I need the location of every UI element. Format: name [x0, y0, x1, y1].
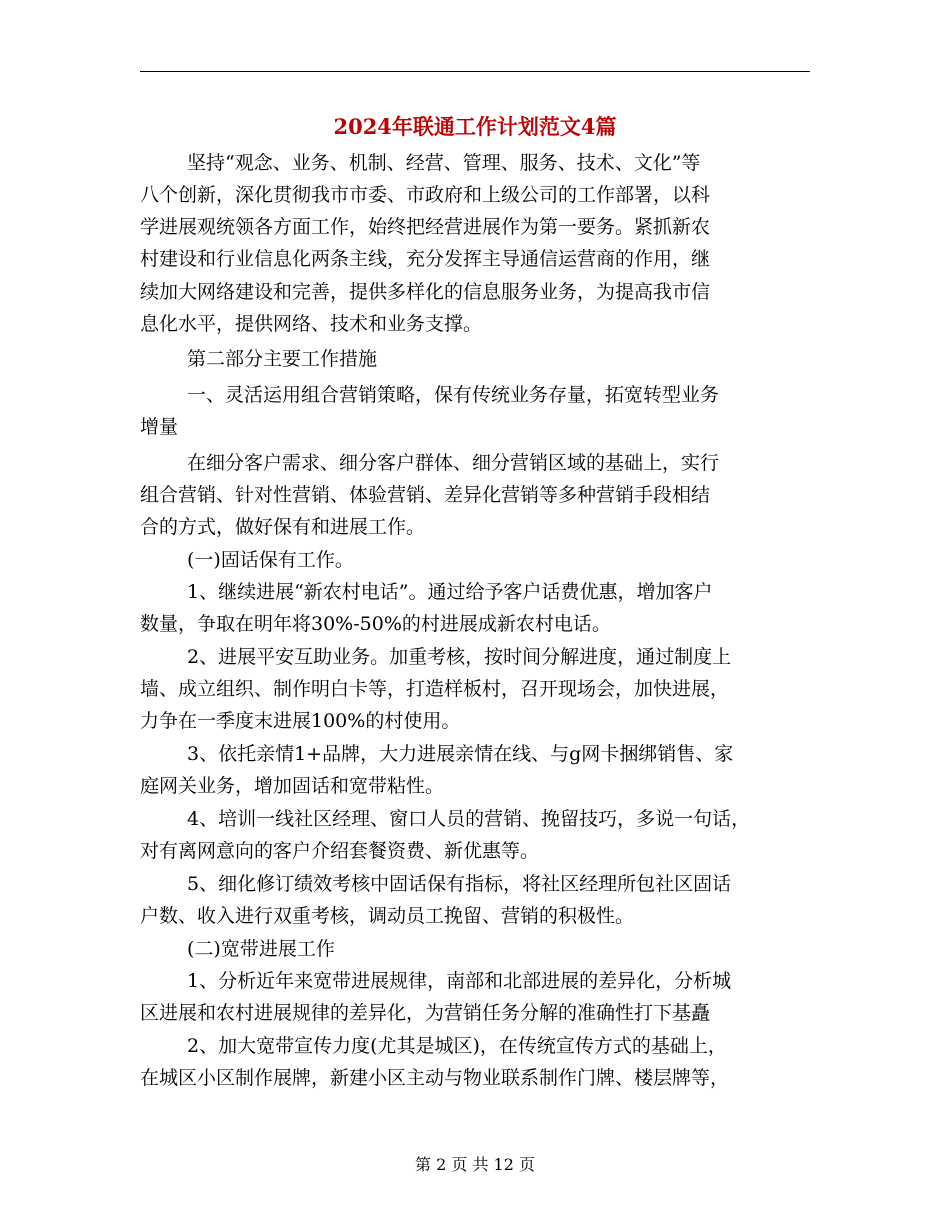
body-line: 村建设和行业信息化两条主线，充分发挥主导通信运营商的作用，继: [140, 248, 711, 270]
subsection-heading: (一)固话保有工作。: [187, 549, 354, 571]
body-line: 一、灵活运用组合营销策略，保有传统业务存量，拓宽转型业务: [187, 384, 720, 406]
body-line: 学进展观统领各方面工作，始终把经营进展作为第一要务。紧抓新农: [140, 216, 711, 238]
body-line: 力争在一季度末进展100%的村使用。: [140, 710, 461, 732]
body-line: 区进展和农村进展规律的差异化，为营销任务分解的准确性打下基矗: [140, 1002, 711, 1024]
body-line: 2、进展平安互助业务。加重考核，按时间分解进度，通过制度上: [187, 646, 732, 668]
body-line: 4、培训一线社区经理、窗口人员的营销、挽留技巧，多说一句话，: [187, 808, 751, 830]
body-line: 1、分析近年来宽带进展规律，南部和北部进展的差异化，分析城: [187, 970, 732, 992]
header-rule: [140, 71, 810, 72]
body-line: 户数、收入进行双重考核，调动员工挽留、营销的积极性。: [140, 905, 635, 927]
body-line: 墙、成立组织、制作明白卡等，打造样板村，召开现场会，加快进展，: [140, 678, 730, 700]
body-line: 合的方式，做好保有和进展工作。: [140, 516, 426, 538]
body-line: 庭网关业务，增加固话和宽带粘性。: [140, 775, 445, 797]
body-line: 对有离网意向的客户介绍套餐资费、新优惠等。: [140, 840, 540, 862]
body-line: 在细分客户需求、细分客户群体、细分营销区域的基础上，实行: [187, 452, 720, 474]
document-title: 2024年联通工作计划范文4篇: [333, 114, 617, 139]
body-line: 续加大网络建设和完善，提供多样化的信息服务业务，为提高我市信: [140, 281, 711, 303]
section-heading: 第二部分主要工作措施: [187, 348, 378, 370]
body-line: 八个创新，深化贯彻我市市委、市政府和上级公司的工作部署，以科: [140, 184, 711, 206]
body-line: 在城区小区制作展牌，新建小区主动与物业联系制作门牌、楼层牌等，: [140, 1067, 730, 1089]
body-line: 坚持“观念、业务、机制、经营、管理、服务、技术、文化”等: [187, 152, 701, 174]
subsection-heading: (二)宽带进展工作: [187, 938, 335, 960]
body-line: 5、细化修订绩效考核中固话保有指标，将社区经理所包社区固话: [187, 873, 732, 895]
body-line: 数量，争取在明年将30%-50%的村进展成新农村电话。: [140, 613, 611, 635]
body-line: 增量: [140, 416, 179, 438]
body-line: 组合营销、针对性营销、体验营销、差异化营销等多种营销手段相结: [140, 484, 711, 506]
body-line: 息化水平，提供网络、技术和业务支撑。: [140, 313, 483, 335]
page-number: 第 2 页 共 12 页: [415, 1155, 535, 1174]
body-line: 3、依托亲情1+品牌，大力进展亲情在线、与g网卡捆绑销售、家: [187, 743, 734, 765]
body-line: 2、加大宽带宣传力度(尤其是城区)，在传统宣传方式的基础上，: [187, 1035, 727, 1057]
body-line: 1、继续进展“新农村电话”。通过给予客户话费优惠，增加客户: [187, 581, 713, 603]
